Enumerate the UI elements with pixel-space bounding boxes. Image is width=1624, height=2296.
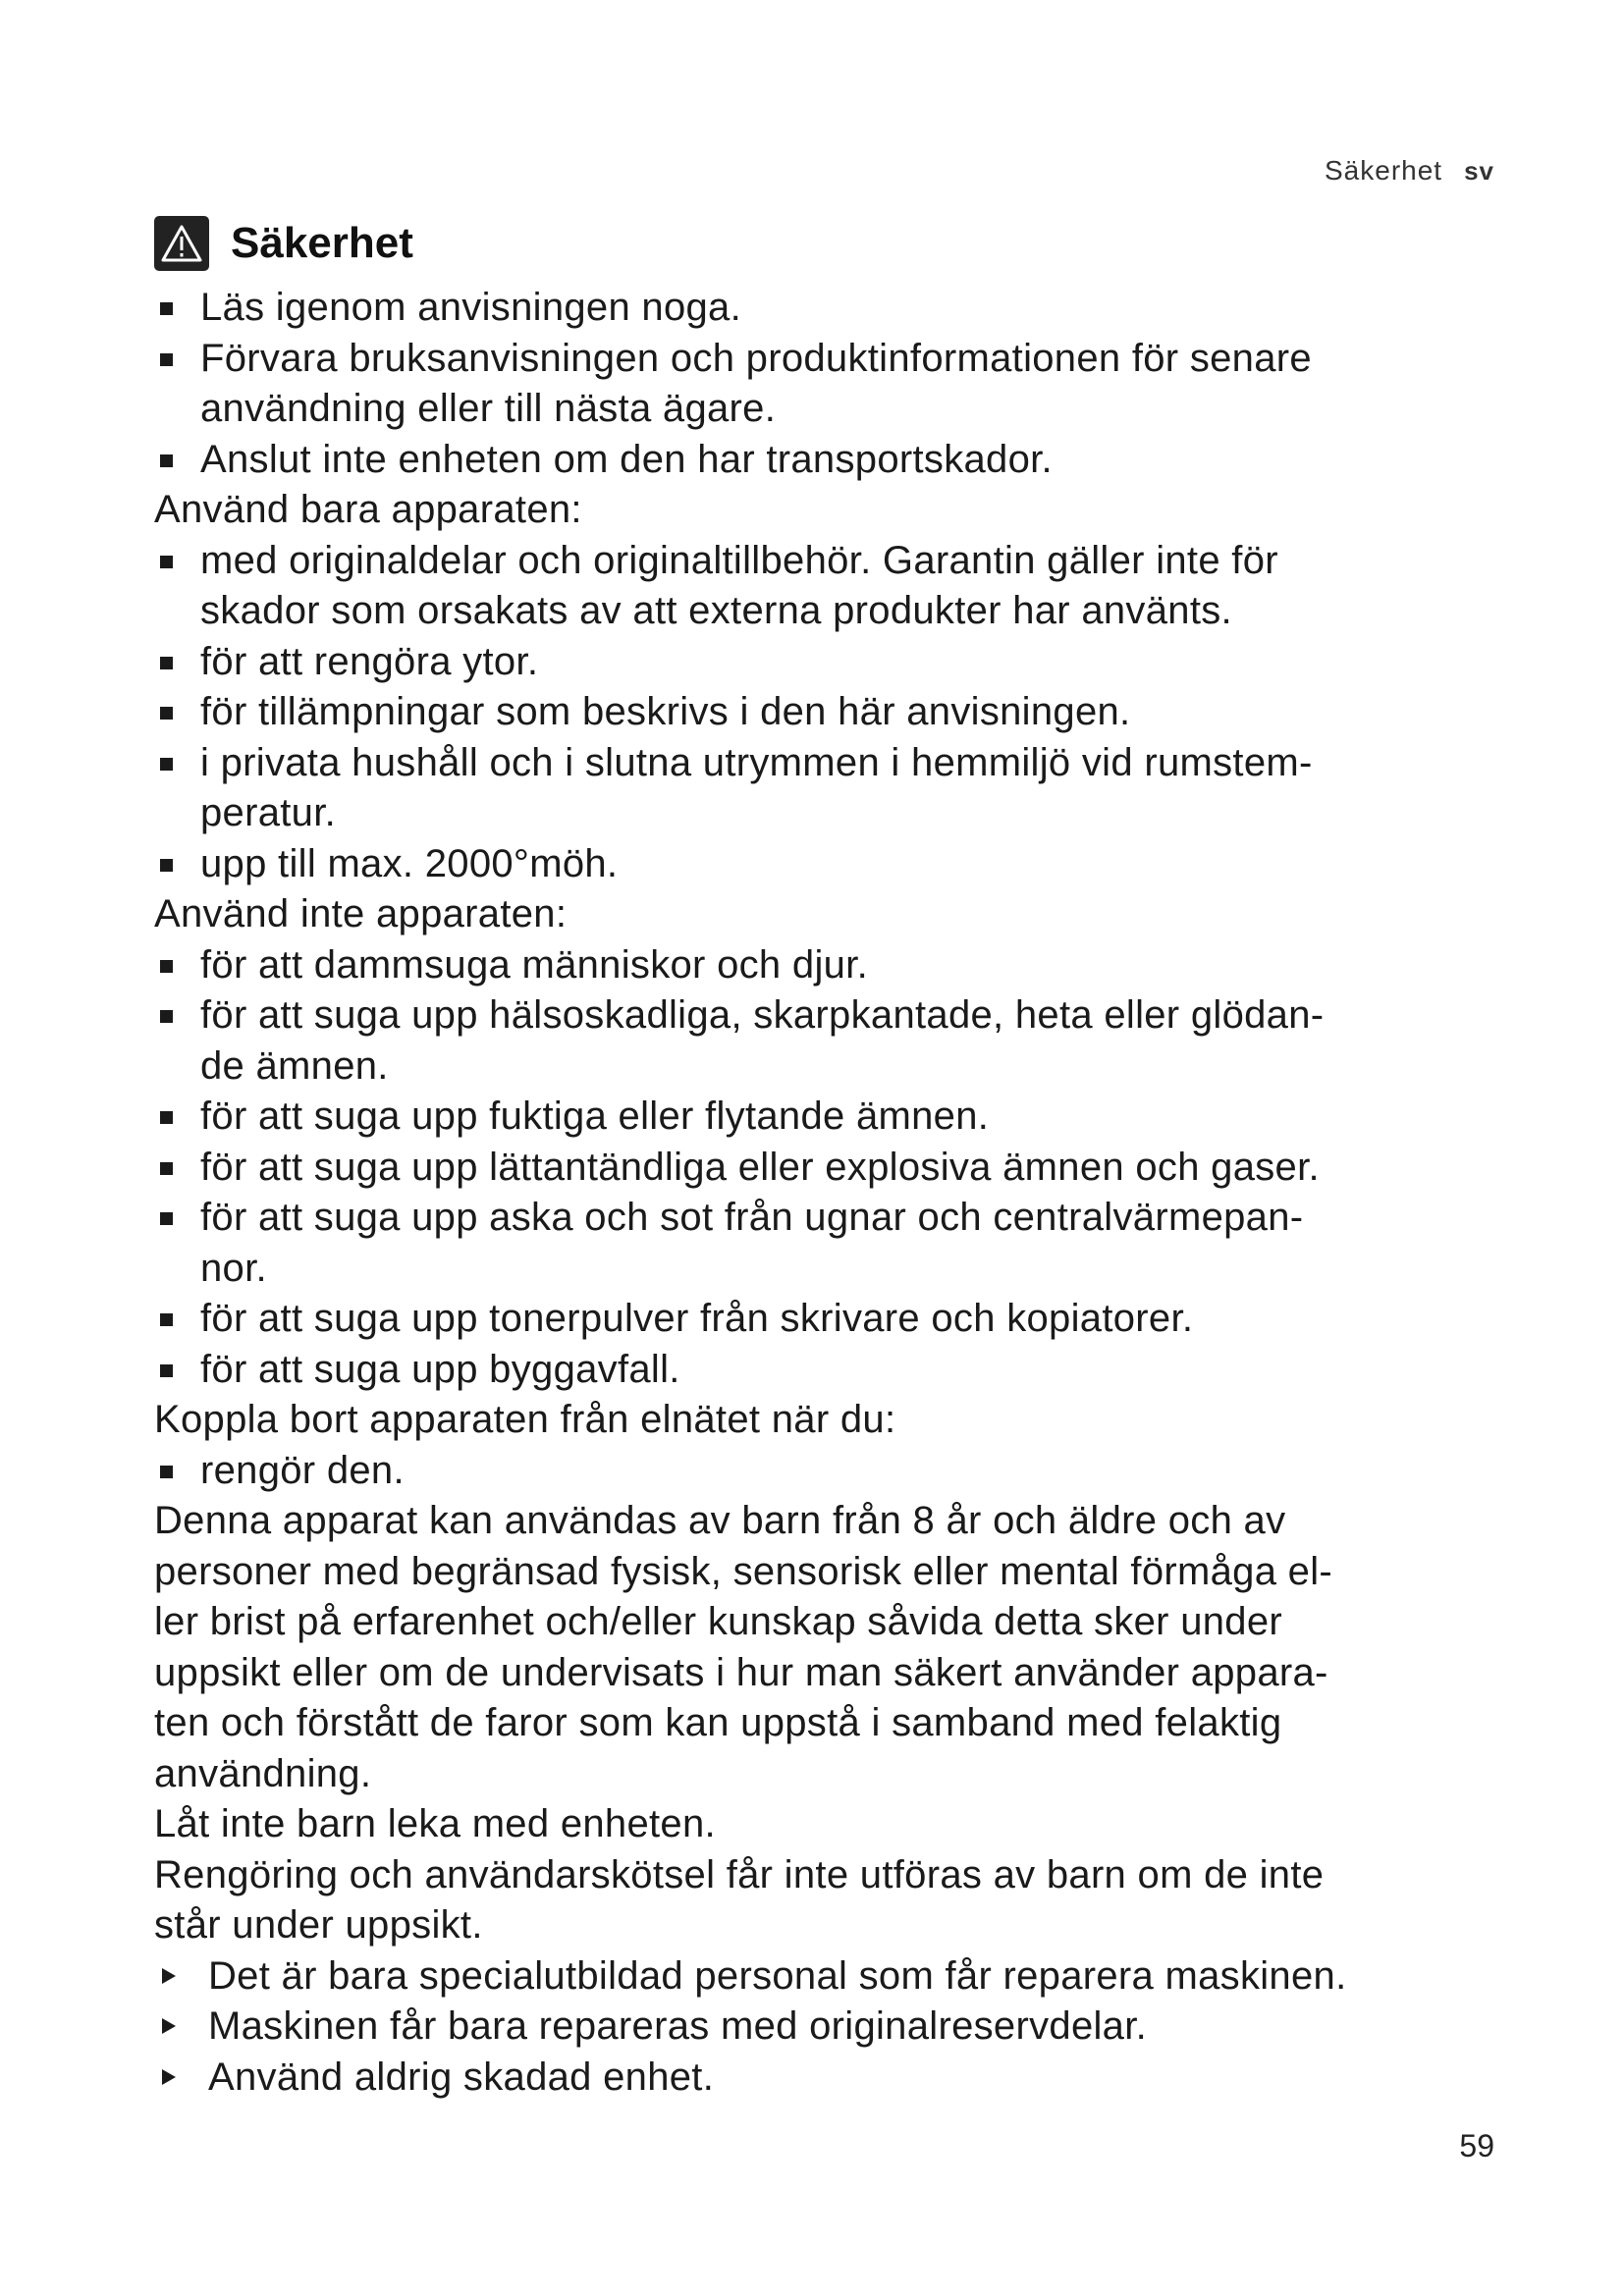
text-line: för att rengöra ytor. (200, 639, 539, 683)
instruction-item (154, 2002, 1529, 2053)
paragraph (154, 1395, 1529, 1446)
text-line: för att suga upp aska och sot från ugnar och centralvärmepan- (200, 1196, 1304, 1239)
text-line: Förvara bruksanvisningen och produktinformationen för senare (200, 336, 1312, 380)
running-header (1325, 155, 1494, 187)
bullet-item (154, 283, 1529, 334)
text-line: användning eller till nästa ägare. (200, 387, 777, 430)
page-number: 59 (1459, 2128, 1494, 2163)
bullet-item (154, 334, 1529, 435)
bullet-item (154, 738, 1529, 839)
text-line: Denna apparat kan användas av barn från 8 år och äldre och av (154, 1499, 1286, 1542)
text-line: uppsikt eller om de undervisats i hur man säkert använder appara- (154, 1650, 1328, 1694)
paragraph (154, 1799, 1529, 1850)
text-line: upp till max. 2000°möh. (200, 841, 619, 885)
safety-instructions (154, 283, 1529, 2103)
bullet-item (154, 536, 1529, 637)
text-line: skador som orsakats av att externa produkter har använts. (200, 589, 1232, 632)
text-line: står under uppsikt. (154, 1903, 483, 1947)
bullet-item (154, 990, 1529, 1092)
bullet-item (154, 1345, 1529, 1396)
text-line: för att suga upp byggavfall. (200, 1347, 680, 1391)
bullet-item (154, 1193, 1529, 1294)
bullet-item (154, 839, 1529, 890)
text-line: de ämnen. (200, 1043, 389, 1088)
bullet-item (154, 435, 1529, 486)
paragraph (154, 1850, 1529, 1951)
text-line: nor. (200, 1246, 267, 1290)
section-title-row (154, 214, 413, 273)
text-line: Anslut inte enheten om den har transportskador. (200, 437, 1053, 481)
text-line: för att suga upp lättantändliga eller explosiva ämnen och gaser. (200, 1145, 1320, 1189)
paragraph (154, 889, 1529, 940)
bullet-item (154, 1143, 1529, 1194)
header-section-name: Säkerhet (1325, 155, 1443, 186)
text-line: för tillämpningar som beskrivs i den här anvisningen. (200, 690, 1131, 733)
text-line: för att suga upp tonerpulver från skrivare och kopiatorer. (200, 1297, 1194, 1340)
bullet-item (154, 940, 1529, 991)
bullet-item (154, 1446, 1529, 1497)
text-line: Låt inte barn leka med enheten. (154, 1802, 716, 1845)
text-line: med originaldelar och originaltillbehör. Garantin gäller inte för (200, 538, 1278, 582)
text-line: ler brist på erfarenhet och/eller kunskap såvida detta sker under (154, 1600, 1283, 1643)
bullet-item (154, 1294, 1529, 1345)
text-line: Det är bara specialutbildad personal som får reparera maskinen. (208, 1953, 1347, 1998)
header-language-code: sv (1464, 156, 1494, 186)
text-line: personer med begränsad fysisk, sensorisk eller mental förmåga el- (154, 1549, 1333, 1593)
text-line: Använd inte apparaten: (154, 892, 568, 935)
text-line: ten och förstått de faror som kan uppstå i samband med felaktig (154, 1701, 1282, 1744)
warning-triangle-icon (154, 216, 209, 271)
text-line: Använd bara apparaten: (154, 488, 582, 531)
bullet-item (154, 637, 1529, 688)
bullet-item (154, 1092, 1529, 1143)
page-title: Säkerhet (231, 219, 413, 267)
text-line: för att suga upp hälsoskadliga, skarpkantade, heta eller glödan- (200, 993, 1325, 1037)
text-line: rengör den. (200, 1448, 405, 1492)
text-line: Läs igenom anvisningen noga. (200, 286, 742, 329)
text-line: användning. (154, 1751, 372, 1795)
paragraph (154, 1496, 1529, 1799)
text-line: Använd aldrig skadad enhet. (208, 2055, 715, 2099)
text-line: peratur. (200, 791, 337, 834)
instruction-item (154, 2053, 1529, 2104)
text-line: i privata hushåll och i slutna utrymmen i hemmiljö vid rumstem- (200, 740, 1313, 784)
paragraph (154, 485, 1529, 536)
instruction-item (154, 1951, 1529, 2002)
text-line: för att dammsuga människor och djur. (200, 942, 868, 987)
text-line: Koppla bort apparaten från elnätet när du: (154, 1398, 896, 1441)
bullet-item (154, 687, 1529, 738)
text-line: Maskinen får bara repareras med originalreservdelar. (208, 2004, 1148, 2048)
text-line: Rengöring och användarskötsel får inte utföras av barn om de inte (154, 1852, 1325, 1896)
text-line: för att suga upp fuktiga eller flytande ämnen. (200, 1095, 990, 1138)
